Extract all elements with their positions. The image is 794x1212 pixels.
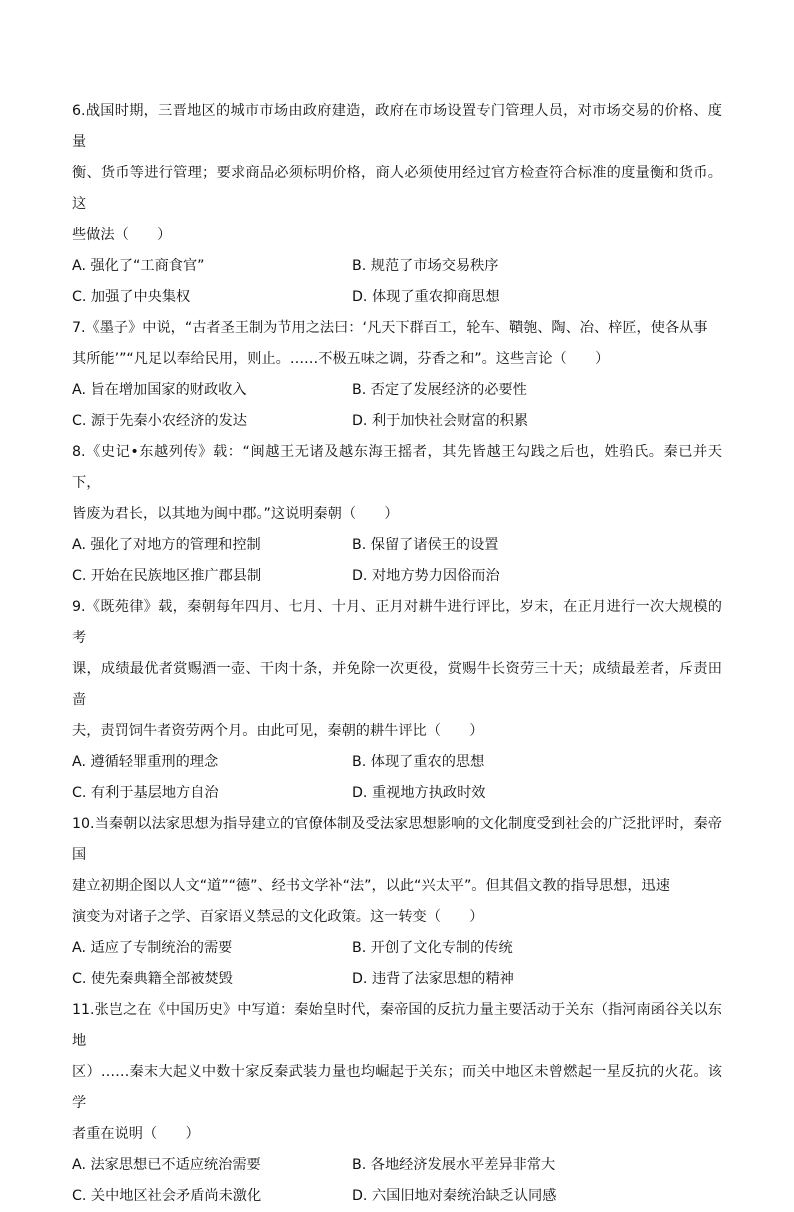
question-stem	[72, 313, 722, 375]
option-c: C. 加强了中央集权	[72, 289, 191, 305]
stem-line: 建立初期企图以人文“道”“德”、经书文学补“法”，以此“兴太平”。但其倡文教的指导思想，迅速	[72, 878, 670, 894]
options-grid	[72, 251, 722, 313]
option-a: A. 旨在增加国家的财政收入	[72, 382, 247, 398]
stem-line: 6.战国时期，三晋地区的城市市场由政府建造，政府在市场设置专门管理人员，对市场交易的价格、度量	[72, 103, 722, 150]
option-d: D. 违背了法家思想的精神	[352, 971, 514, 987]
question-stem	[72, 592, 722, 747]
options-grid	[72, 375, 722, 437]
question-9	[72, 592, 722, 809]
option-b: B. 保留了诸侯王的设置	[352, 537, 499, 553]
option-b: B. 规范了市场交易秩序	[352, 258, 499, 274]
option-a: A. 适应了专制统治的需要	[72, 940, 233, 956]
stem-line: 衡、货币等进行管理；要求商品必须标明价格，商人必须使用经过官方检查符合标准的度量衡和货币。这	[72, 165, 722, 212]
stem-line: 些做法（ ）	[72, 227, 172, 243]
question-11	[72, 995, 722, 1212]
question-6	[72, 96, 722, 313]
stem-line: 皆废为君长，以其地为闽中郡。”这说明秦朝（ ）	[72, 506, 399, 522]
option-c: C. 有利于基层地方自治	[72, 785, 219, 801]
option-c: C. 使先秦典籍全部被焚毁	[72, 971, 233, 987]
option-d: D. 六国旧地对秦统治缺乏认同感	[352, 1188, 557, 1204]
option-b: B. 否定了发展经济的必要性	[352, 382, 527, 398]
option-a: A. 遵循轻罪重刑的理念	[72, 754, 219, 770]
option-c: C. 开始在民族地区推广郡县制	[72, 568, 262, 584]
stem-line: 区）……秦末大起义中数十家反秦武装力量也均崛起于关东；而关中地区未曾燃起一星反抗的火花。该学	[72, 1064, 722, 1111]
stem-line: 11.张岂之在《中国历史》中写道：秦始皇时代，秦帝国的反抗力量主要活动于关东（指河南函谷关以东地	[72, 1002, 722, 1049]
options-grid	[72, 747, 722, 809]
option-b: B. 体现了重农的思想	[352, 754, 485, 770]
option-b: B. 各地经济发展水平差异非常大	[352, 1157, 556, 1173]
option-a: A. 强化了对地方的管理和控制	[72, 537, 261, 553]
option-b: B. 开创了文化专制的传统	[352, 940, 513, 956]
option-d: D. 对地方势力因俗而治	[352, 568, 500, 584]
question-10	[72, 809, 722, 995]
stem-line: 8.《史记•东越列传》载：“闽越王无诸及越东海王摇者，其先皆越王勾践之后也，姓驺氏。秦已并天下，	[72, 444, 722, 491]
stem-line: 其所能’”“凡足以奉给民用，则止。……不极五味之调，芬香之和”。这些言论（ ）	[72, 351, 610, 367]
stem-line: 者重在说明（ ）	[72, 1126, 200, 1142]
options-grid	[72, 1150, 722, 1212]
exam-page	[72, 96, 722, 1212]
question-stem	[72, 96, 722, 251]
option-d: D. 体现了重农抑商思想	[352, 289, 500, 305]
stem-line: 课，成绩最优者赏赐酒一壶、干肉十条，并免除一次更役，赏赐牛长资劳三十天；成绩最差者，斥责田啬	[72, 661, 722, 708]
option-d: D. 利于加快社会财富的积累	[352, 413, 529, 429]
options-grid	[72, 933, 722, 995]
question-stem	[72, 809, 722, 933]
option-c: C. 源于先秦小农经济的发达	[72, 413, 247, 429]
stem-line: 演变为对诸子之学、百家语义禁忌的文化政策。这一转变（ ）	[72, 909, 484, 925]
options-grid	[72, 530, 722, 592]
stem-line: 夫，责罚饲牛者资劳两个月。由此可见，秦朝的耕牛评比（ ）	[72, 723, 484, 739]
option-a: A. 法家思想已不适应统治需要	[72, 1157, 261, 1173]
stem-line: 10.当秦朝以法家思想为指导建立的官僚体制及受法家思想影响的文化制度受到社会的广泛批评时，秦帝国	[72, 816, 722, 863]
option-c: C. 关中地区社会矛盾尚未激化	[72, 1188, 262, 1204]
option-d: D. 重视地方执政时效	[352, 785, 486, 801]
stem-line: 7.《墨子》中说，“古者圣王制为节用之法曰：‘凡天下群百工，轮车、鞼匏、陶、冶、梓匠，使各从事	[72, 320, 708, 336]
option-a: A. 强化了“工商食官”	[72, 258, 205, 274]
question-7	[72, 313, 722, 437]
stem-line: 9.《既苑律》载，秦朝每年四月、七月、十月、正月对耕牛进行评比，岁末，在正月进行一次大规模的考	[72, 599, 722, 646]
question-stem	[72, 995, 722, 1150]
question-8	[72, 437, 722, 592]
question-stem	[72, 437, 722, 530]
